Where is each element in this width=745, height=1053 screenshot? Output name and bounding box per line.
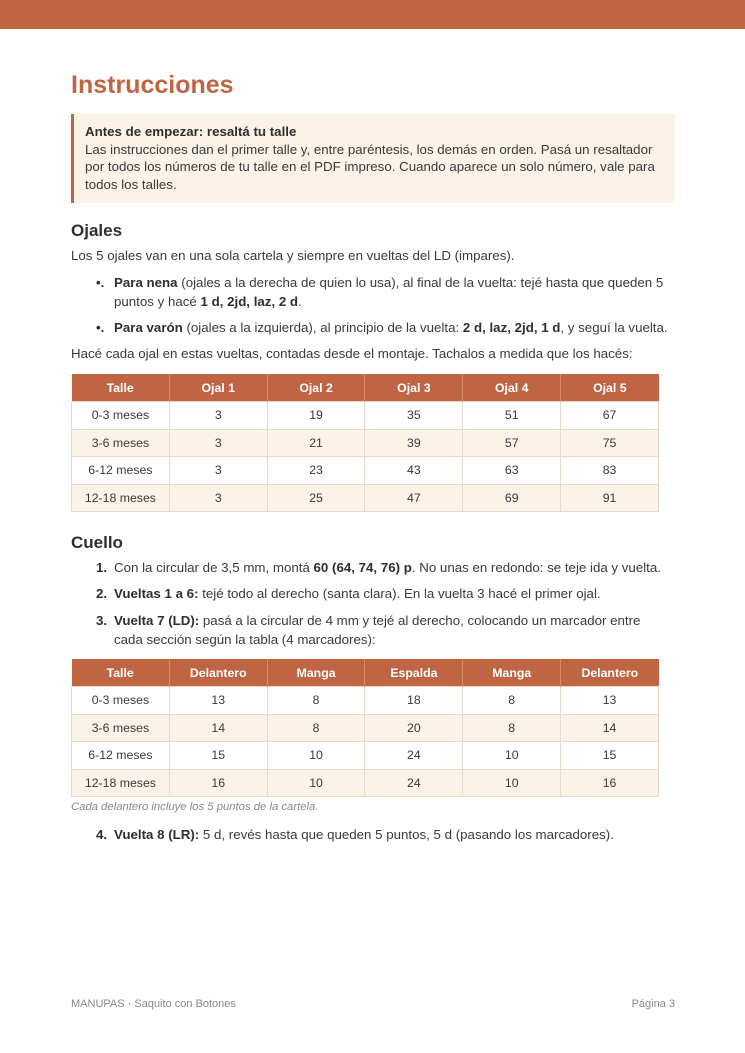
- ojales-intro: Los 5 ojales van en una sola cartela y siempre en vueltas del LD (impares).: [71, 248, 515, 263]
- bullet-marker: •.: [96, 275, 105, 290]
- column-header: Delantero: [561, 659, 659, 687]
- page-title: Instrucciones: [71, 71, 234, 99]
- step-lead: Vuelta 8 (LR):: [114, 827, 200, 842]
- table-cell: 0-3 meses: [72, 687, 170, 715]
- table-cell: 3: [169, 484, 267, 512]
- table-cell: 10: [463, 769, 561, 797]
- step-text: Con la circular de 3,5 mm, montá: [114, 560, 314, 575]
- table-cell: 15: [561, 742, 659, 770]
- table-cell: 63: [463, 457, 561, 485]
- bullet-lead: Para varón: [114, 320, 183, 335]
- table-cell: 69: [463, 484, 561, 512]
- table-cell: 12-18 meses: [72, 769, 170, 797]
- ojales-table: [71, 374, 659, 512]
- table-cell: 8: [267, 687, 365, 715]
- table-cell: 21: [267, 429, 365, 457]
- table-cell: 3: [169, 429, 267, 457]
- bullet-stitches: 1 d, 2jd, laz, 2 d: [200, 293, 299, 309]
- table-cell: 67: [561, 402, 659, 430]
- table-cell: 35: [365, 402, 463, 430]
- table-cell: 18: [365, 687, 463, 715]
- table-cell: 25: [267, 484, 365, 512]
- table-cell: 83: [561, 457, 659, 485]
- table-cell: 14: [169, 714, 267, 742]
- table-cell: 12-18 meses: [72, 484, 170, 512]
- cuello-table: [71, 659, 659, 797]
- footer-page-number: Página 3: [631, 998, 675, 1010]
- table-cell: 3: [169, 402, 267, 430]
- step-text: pasá a la circular de 4 mm y tejé al derecho, colocando un marcador entre cada sección según la tabla (4 marcadores):: [114, 613, 641, 647]
- table-cell: 51: [463, 402, 561, 430]
- table-cell: 3-6 meses: [72, 714, 170, 742]
- footer-document-name: MANUPAS · Saquito con Botones: [71, 998, 236, 1010]
- column-header: Ojal 1: [169, 374, 267, 402]
- size-callout: [71, 114, 675, 203]
- cuello-step-2: [96, 585, 671, 604]
- table-cell: 13: [561, 687, 659, 715]
- callout-title: Antes de empezar: resaltá tu talle: [85, 124, 297, 139]
- bullet-text: (ojales a la derecha de quien lo usa), al final de la vuelta: tejé hasta que queden 5 puntos y hacé: [114, 275, 664, 309]
- table-cell: 57: [463, 429, 561, 457]
- ojales-table-intro: Hacé cada ojal en estas vueltas, contadas desde el montaje. Tachalos a medida que los hacés:: [71, 346, 633, 361]
- step-number: 4.: [96, 827, 108, 842]
- bullet-text: (ojales a la izquierda), al principio de la vuelta:: [182, 320, 463, 335]
- cuello-step-3: [96, 612, 671, 649]
- table-cell: 39: [365, 429, 463, 457]
- table-cell: 13: [169, 687, 267, 715]
- column-header: Espalda: [365, 659, 463, 687]
- table-cell: 10: [463, 742, 561, 770]
- table-cell: 23: [267, 457, 365, 485]
- cuello-step-4: [96, 826, 671, 845]
- bullet-text-end: .: [298, 293, 302, 309]
- table-cell: 75: [561, 429, 659, 457]
- table-cell: 19: [267, 402, 365, 430]
- table-cell: 3: [169, 457, 267, 485]
- table-header-row: [72, 374, 659, 402]
- table-cell: 6-12 meses: [72, 457, 170, 485]
- cuello-table-note: Cada delantero incluye los 5 puntos de la cartela.: [71, 801, 319, 813]
- ojales-bullet-nena: [96, 274, 671, 311]
- table-header-row: [72, 659, 659, 687]
- table-cell: 8: [463, 687, 561, 715]
- table-cell: 20: [365, 714, 463, 742]
- column-header: Manga: [463, 659, 561, 687]
- table-row: [72, 402, 659, 430]
- ojales-bullet-varon: [96, 319, 671, 338]
- table-cell: 15: [169, 742, 267, 770]
- table-cell: 8: [463, 714, 561, 742]
- column-header: Ojal 4: [463, 374, 561, 402]
- table-row: [72, 484, 659, 512]
- bullet-stitches: 2 d, laz, 2jd, 1 d: [462, 320, 561, 335]
- callout-text: Las instrucciones dan el primer talle y, entre paréntesis, los demás en orden. Pasá un resaltador por todos los números de tu talle en el PDF impreso. Cuando aparece un solo número, vale para todos los talles.: [85, 141, 655, 192]
- table-cell: 10: [267, 742, 365, 770]
- step-text-end: . No unas en redondo: se teje ida y vuelta.: [411, 560, 661, 575]
- table-row: [72, 457, 659, 485]
- step-lead: Vuelta 7 (LD):: [114, 613, 200, 628]
- column-header: Delantero: [169, 659, 267, 687]
- column-header: Ojal 5: [561, 374, 659, 402]
- table-cell: 24: [365, 742, 463, 770]
- table-row: [72, 687, 659, 715]
- step-lead: Vueltas 1 a 6:: [114, 586, 199, 601]
- cuello-heading: Cuello: [71, 533, 123, 552]
- table-cell: 6-12 meses: [72, 742, 170, 770]
- bullet-marker: •.: [96, 320, 105, 335]
- table-cell: 24: [365, 769, 463, 797]
- cuello-step-1: [96, 559, 671, 578]
- table-cell: 3-6 meses: [72, 429, 170, 457]
- column-header: Talle: [72, 659, 170, 687]
- step-text: tejé todo al derecho (santa clara). En la vuelta 3 hacé el primer ojal.: [198, 586, 601, 601]
- table-cell: 0-3 meses: [72, 402, 170, 430]
- table-cell: 43: [365, 457, 463, 485]
- table-cell: 14: [561, 714, 659, 742]
- table-cell: 47: [365, 484, 463, 512]
- bullet-text-end: , y seguí la vuelta.: [560, 320, 668, 335]
- step-number: 3.: [96, 613, 108, 628]
- table-row: [72, 742, 659, 770]
- table-cell: 8: [267, 714, 365, 742]
- table-cell: 91: [561, 484, 659, 512]
- step-stitches: 60 (64, 74, 76) p: [313, 560, 412, 575]
- step-number: 2.: [96, 586, 108, 601]
- step-text: 5 d, revés hasta que queden 5 puntos, 5 d (pasando los marcadores).: [199, 827, 614, 842]
- column-header: Ojal 3: [365, 374, 463, 402]
- table-cell: 10: [267, 769, 365, 797]
- table-cell: 16: [561, 769, 659, 797]
- ojales-heading: Ojales: [71, 221, 123, 240]
- table-row: [72, 769, 659, 797]
- table-cell: 16: [169, 769, 267, 797]
- table-row: [72, 429, 659, 457]
- header-band: [0, 0, 745, 29]
- column-header: Talle: [72, 374, 170, 402]
- bullet-lead: Para nena: [114, 275, 178, 290]
- step-number: 1.: [96, 560, 108, 575]
- table-row: [72, 714, 659, 742]
- column-header: Manga: [267, 659, 365, 687]
- column-header: Ojal 2: [267, 374, 365, 402]
